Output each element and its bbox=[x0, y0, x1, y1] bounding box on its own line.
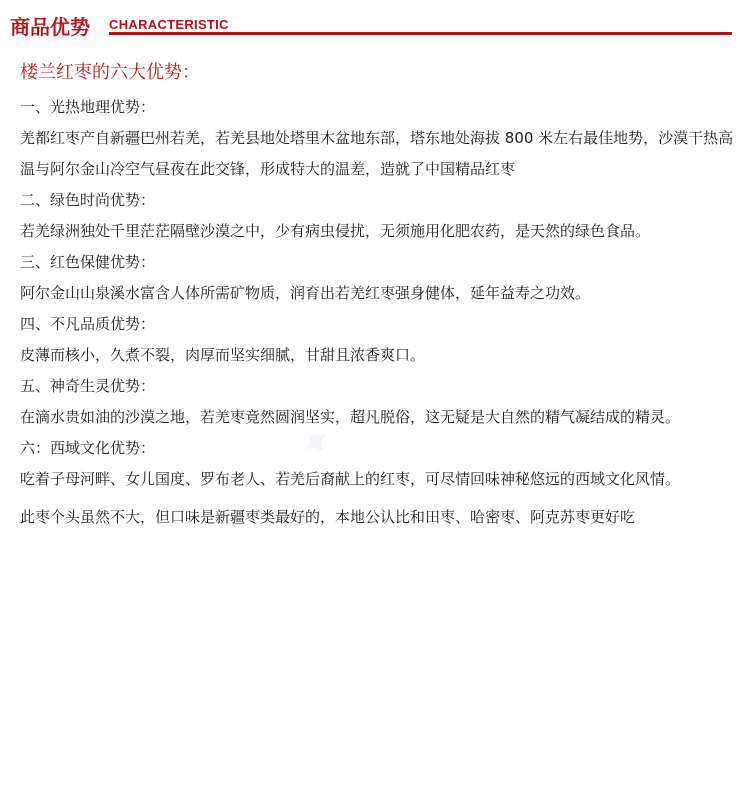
advantage-body: 吃着子母河畔、女儿国度、罗布老人、若羌后裔献上的红枣，可尽情回味神秘悠远的西域文化风情。 bbox=[20, 470, 681, 488]
advantage-heading: 五、神奇生灵优势： bbox=[20, 377, 156, 395]
advantage-heading: 三、红色保健优势： bbox=[20, 253, 156, 271]
advantage-body: 皮薄而核小，久煮不裂，肉厚而坚实细腻，甘甜且浓香爽口。 bbox=[20, 346, 426, 364]
advantage-section bbox=[20, 92, 740, 185]
advantage-section bbox=[20, 185, 740, 247]
advantage-section bbox=[20, 247, 740, 309]
advantage-section bbox=[20, 309, 740, 371]
advantage-body: 在滴水贵如油的沙漠之地，若羌枣竟然圆润坚实，超凡脱俗，这无疑是大自然的精气凝结成的精灵。 bbox=[20, 408, 681, 426]
closing-remark: 此枣个头虽然不大，但口味是新疆枣类最好的，本地公认比和田枣、哈密枣、阿克苏枣更好吃 bbox=[20, 508, 636, 526]
advantage-heading: 二、绿色时尚优势： bbox=[20, 191, 156, 209]
advantage-body: 羌都红枣产自新疆巴州若羌，若羌县地处塔里木盆地东部，塔东地处海拔 800 米左右最佳地势，沙漠干热高温与阿尔金山冷空气昼夜在此交锋，形成特大的温差，造就了中国精品红枣 bbox=[20, 129, 734, 178]
advantage-section bbox=[20, 371, 740, 433]
header-divider bbox=[109, 32, 732, 35]
advantage-heading: 六：西域文化优势： bbox=[20, 439, 156, 457]
advantage-heading: 四、不凡品质优势： bbox=[20, 315, 156, 333]
advantage-body: 阿尔金山山泉溪水富含人体所需矿物质，润育出若羌红枣强身健体，延年益寿之功效。 bbox=[20, 284, 591, 302]
watermark: ✦ bbox=[289, 414, 345, 472]
advantage-section bbox=[20, 433, 740, 495]
section-subtitle: CHARACTERISTIC bbox=[109, 17, 229, 32]
advantage-heading: 一、光热地理优势： bbox=[20, 98, 156, 116]
advantage-body: 若羌绿洲独处千里茫茫隔壁沙漠之中，少有病虫侵扰，无须施用化肥农药，是天然的绿色食品。 bbox=[20, 222, 651, 240]
section-header bbox=[10, 8, 732, 38]
article-content bbox=[20, 54, 740, 533]
section-title: 商品优势 bbox=[10, 15, 90, 39]
article-title: 楼兰红枣的六大优势： bbox=[20, 62, 200, 83]
